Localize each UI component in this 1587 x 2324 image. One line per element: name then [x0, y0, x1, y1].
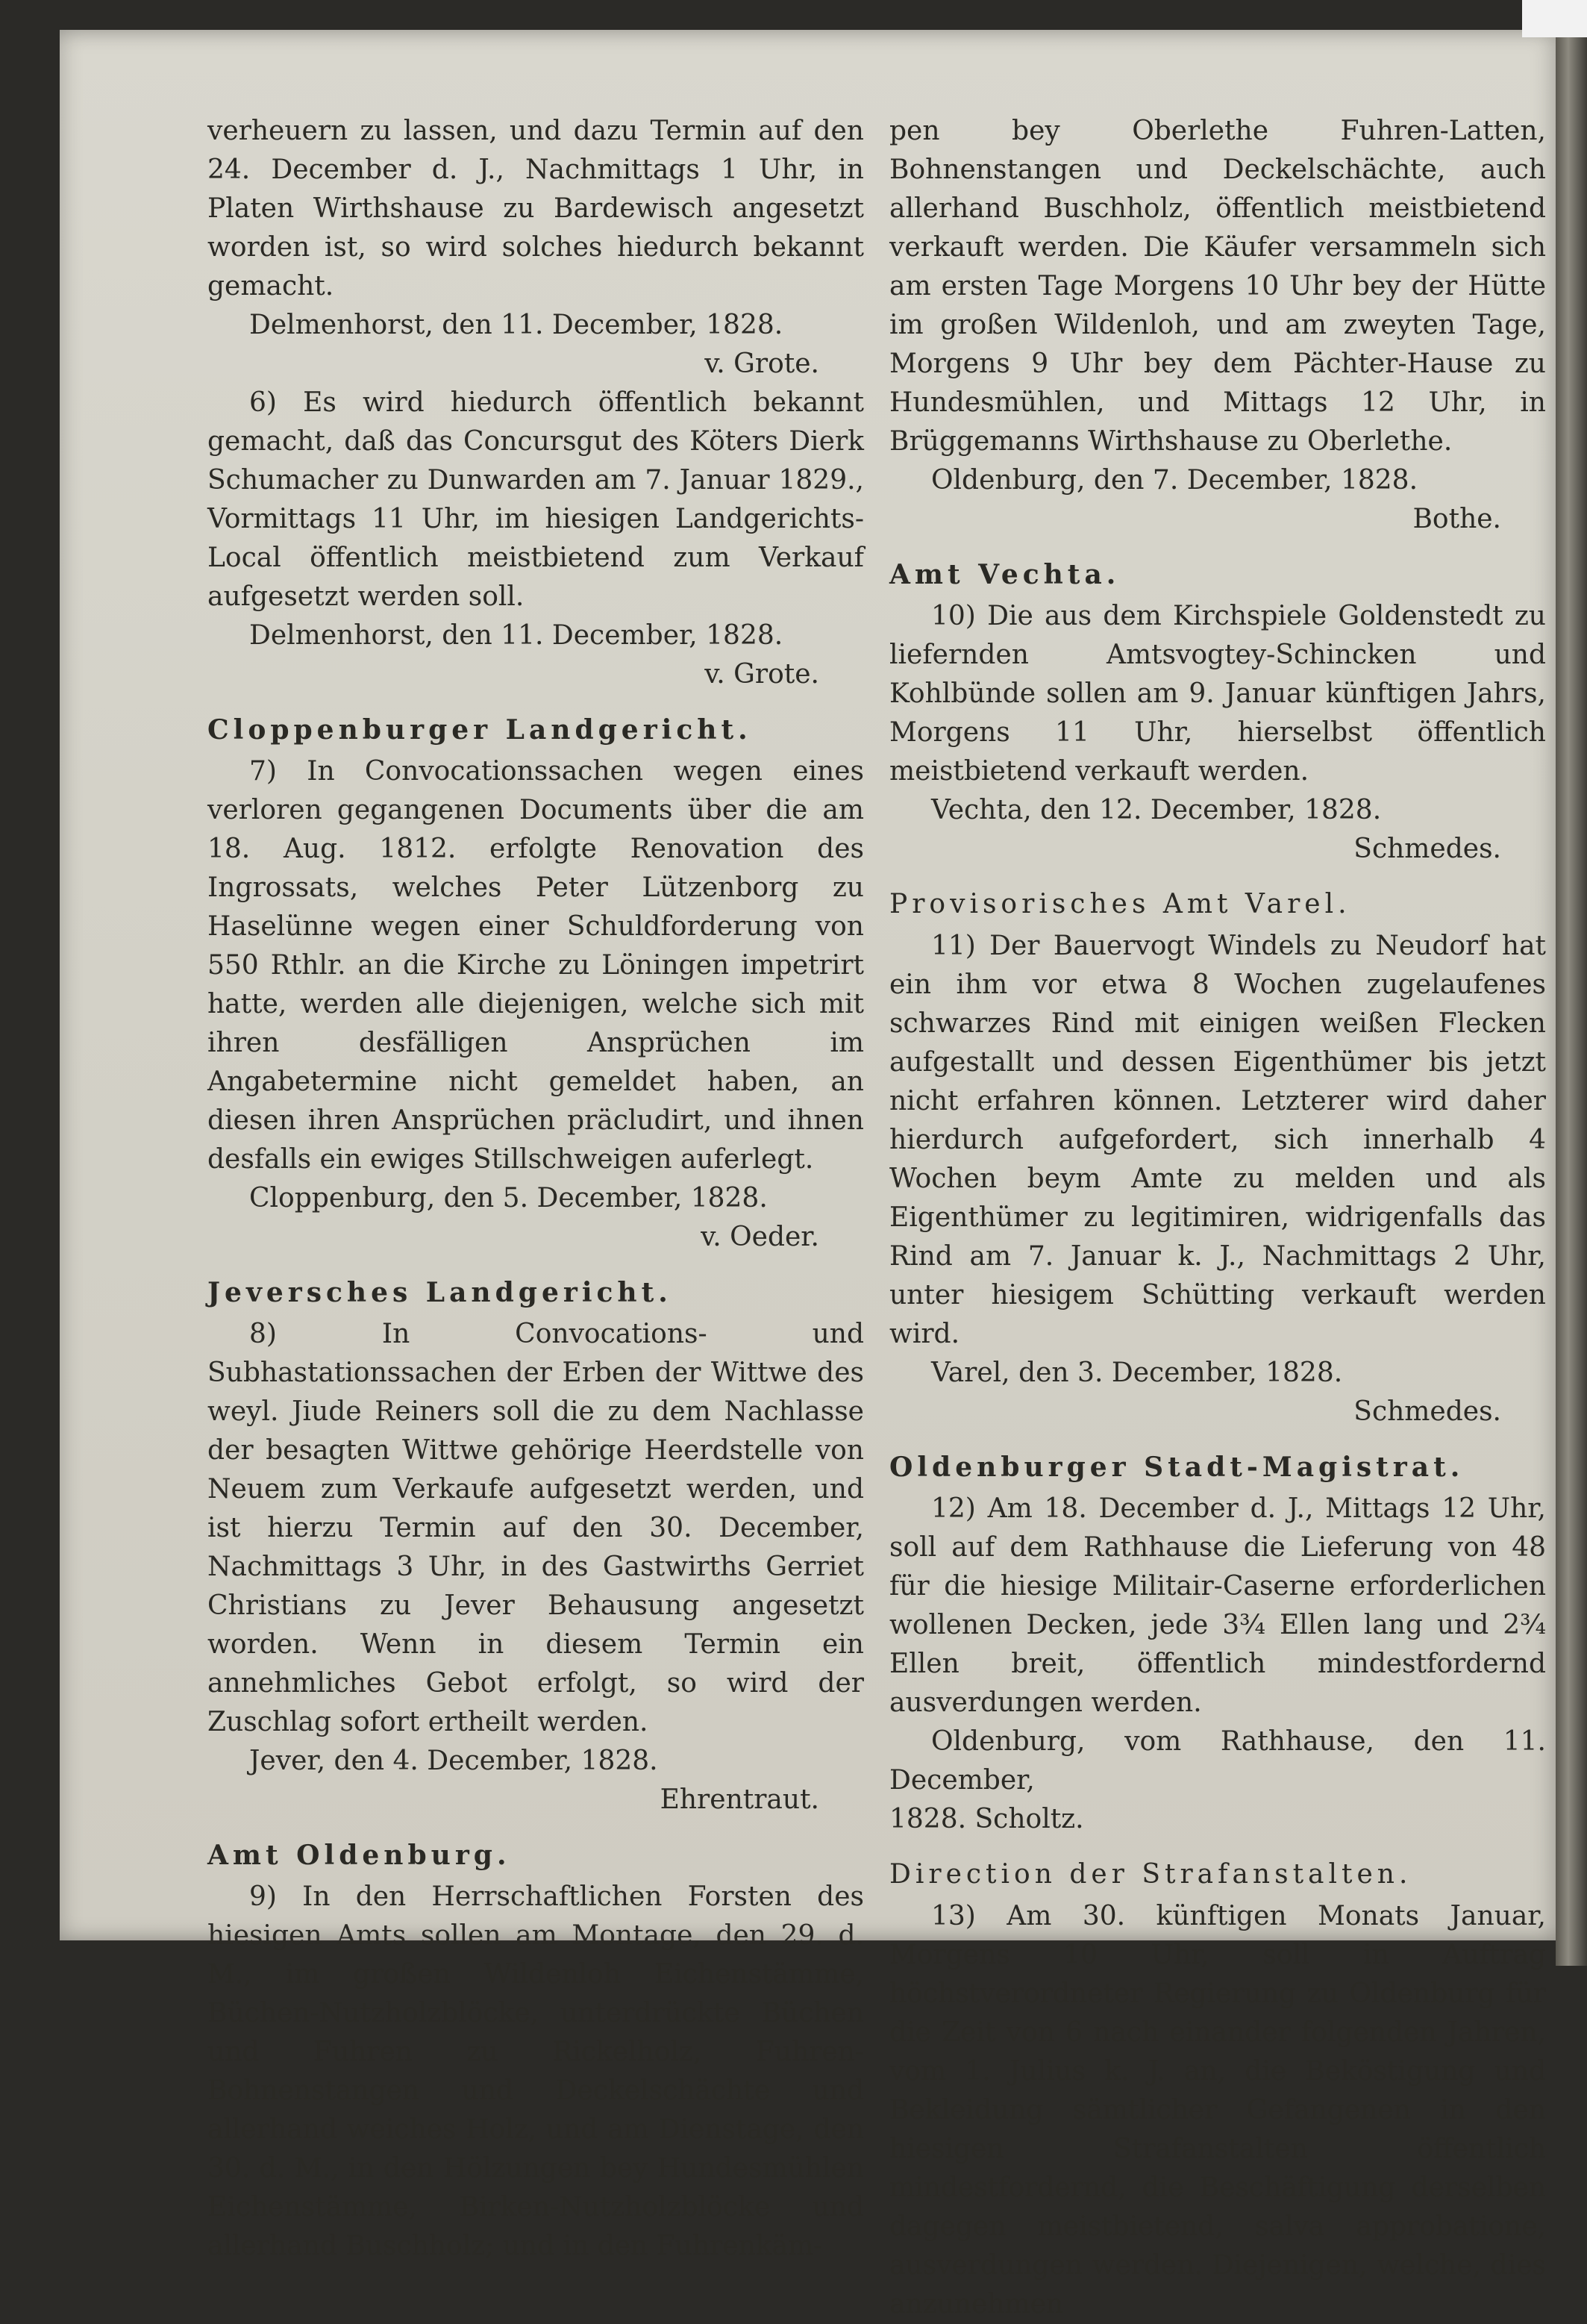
section-heading: Cloppenburger Landgericht.	[207, 714, 752, 746]
place-date-line: Oldenburg, den 7. December, 1828.	[931, 465, 1418, 496]
notice-paragraph: 13) Am 30. künftigen Monats Januar, Morgens 10 Uhr, soll in Auftrag höchstverordneter Regierung zu Oldenburg für die Zeit von 6 nach einander folgenden Jahren, vom 1. Julius k. J. an, die Beköstigung und Bekleidung sämtlicher Gefangenen in den hiesigen Strafanstalten öffentlich mindestfordernd, die Beschäftigung derselben dagegen meistbietend, salva approbatione, ausverdungen werden. Diejenigen, welche, dies anzunehmen	[889, 1901, 1546, 2320]
place-date-line: Vechta, den 12. December, 1828.	[931, 795, 1382, 825]
right-text-column	[889, 112, 1546, 2324]
notice-paragraph: 8) In Convocations- und Subhastationssachen der Erben der Wittwe des weyl. Jiude Reiners soll die zu dem Nachlasse der besagten Wittwe gehörige Heerdstelle von Neuem zum Verkaufe aufgesetzt werden, und ist hierzu Termin auf den 30. December, Nachmittags 3 Uhr, in des Gastwirths Gerriet Christians zu Jever Behausung angesetzt worden. Wenn in diesem Termin ein annehmliches Gebot erfolgt, so wird der Zuschlag sofort ertheilt werden.	[207, 1319, 864, 1737]
section-heading: Jeversches Landgericht.	[207, 1277, 672, 1308]
notice-paragraph: 12) Am 18. December d. J., Mittags 12 Uhr, soll auf dem Rathhause die Lieferung von 48 für die hiesige Militair-Caserne erforderlichen wollenen Decken, jede 3¾ Ellen lang und 2¾ Ellen breit, öffentlich mindestfordernd ausverdungen werden.	[889, 1493, 1546, 1718]
signature: v. Grote.	[704, 659, 819, 690]
paragraph: verheuern zu lassen, und dazu Termin auf den 24. December d. J., Nachmittags 1 Uhr, in Platen Wirthshause zu Bardewisch angesetzt worden ist, so wird solches hiedurch bekannt gemacht.	[207, 116, 864, 302]
place-date-line: Varel, den 3. December, 1828.	[931, 1358, 1343, 1388]
section-heading: Oldenburger Stadt-Magistrat.	[889, 1452, 1465, 1483]
section-heading: Amt Oldenburg.	[207, 1840, 511, 1871]
scan-margin	[1522, 0, 1587, 37]
notice-paragraph: 7) In Convocationssachen wegen eines verloren gegangenen Documents über die am 18. Aug. 1812. erfolgte Renovation des Ingrossats, welches Peter Lützenborg zu Haselünne wegen einer Schuldforderung von 550 Rthlr. an die Kirche zu Löningen impetrirt hatte, werden alle diejenigen, welche sich mit ihren desfälligen Ansprüchen im Angabetermine nicht gemeldet haben, an diesen ihren Ansprüchen präcludirt, und ihnen desfalls ein ewiges Stillschweigen auferlegt.	[207, 756, 864, 1175]
signature: Ehrentraut.	[660, 1784, 819, 1815]
signature: v. Oeder.	[701, 1222, 819, 1252]
place-date-line: Delmenhorst, den 11. December, 1828.	[249, 620, 783, 651]
book-binding-edge	[1556, 22, 1587, 1966]
place-date-line: Jever, den 4. December, 1828.	[249, 1746, 658, 1776]
left-text-column	[207, 112, 864, 2266]
signature: Schmedes.	[1353, 1396, 1501, 1427]
paragraph: pen bey Oberlethe Fuhren-Latten, Bohnenstangen und Deckelschächte, auch allerhand Buschholz, öffentlich meistbietend verkauft werden. Die Käufer versammeln sich am ersten Tage Morgens 10 Uhr bey der Hütte im großen Wildenloh, und am zweyten Tage, Morgens 9 Uhr bey dem Pächter-Hause zu Hundesmühlen, und Mittags 12 Uhr, in Brüggemanns Wirthshause zu Oberlethe.	[889, 116, 1546, 457]
place-date-line: Delmenhorst, den 11. December, 1828.	[249, 310, 783, 340]
place-date-line: Oldenburg, vom Rathhause, den 11. December,	[889, 1726, 1546, 1796]
notice-paragraph: 9) In den Herrschaftlichen Forsten des hiesigen Amts sollen am Montage, den 29. d. M., im großen Wildenloh Eichenstämme, Büchen-Nutzholzblöcke, unterdrückte Büchen und Fuhren zu Rickelholz, Fuhren-Bohnenstangen und Deckelschächte und allerhand weiches Holz, und am Dienstage, den 30. d. M., in den Hölzungen bey Hundesmühlen Eichenstämme, Birken-Nutzholzblöcke und allerhand Buschholz; und in den Fuhrenkäm-	[207, 1881, 864, 2261]
notice-paragraph: 10) Die aus dem Kirchspiele Goldenstedt zu liefernden Amtsvogtey-Schincken und Kohlbünde sollen am 9. Januar künftigen Jahrs, Morgens 11 Uhr, hierselbst öffentlich meistbietend verkauft werden.	[889, 601, 1546, 787]
signature: v. Grote.	[704, 349, 819, 379]
signature: Schmedes.	[1353, 834, 1501, 864]
section-heading: Amt Vechta.	[889, 559, 1121, 590]
section-heading: Provisorisches Amt Varel.	[889, 889, 1351, 919]
signature: Bothe.	[1412, 504, 1501, 534]
paragraph: 1828. Scholtz.	[889, 1804, 1084, 1834]
section-heading: Direction der Strafanstalten.	[889, 1859, 1412, 1890]
place-date-line: Cloppenburg, den 5. December, 1828.	[249, 1183, 768, 1213]
notice-paragraph: 6) Es wird hiedurch öffentlich bekannt gemacht, daß das Concursgut des Köters Dierk Schumacher zu Dunwarden am 7. Januar 1829., Vormittags 11 Uhr, im hiesigen Landgerichts-Local öffentlich meistbietend zum Verkauf aufgesetzt werden soll.	[207, 387, 864, 612]
notice-paragraph: 11) Der Bauervogt Windels zu Neudorf hat ein ihm vor etwa 8 Wochen zugelaufenes schwarzes Rind mit einigen weißen Flecken aufgestallt und dessen Eigenthümer bis jetzt nicht erfahren können. Letzterer wird daher hierdurch aufgefordert, sich innerhalb 4 Wochen beym Amte zu melden und als Eigenthümer zu legitimiren, widrigenfalls das Rind am 7. Januar k. J., Nachmittags 2 Uhr, unter hiesigem Schütting verkauft werden wird.	[889, 931, 1546, 1349]
